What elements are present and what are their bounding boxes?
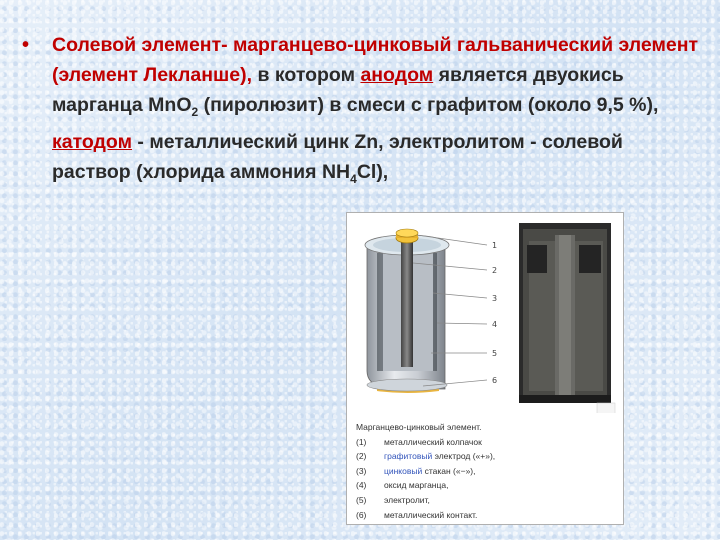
text-fragment-1: в котором: [252, 64, 361, 86]
legend-row: (5) электролит,: [356, 494, 430, 505]
text-fragment-5: Cl),: [356, 160, 389, 183]
label-5: 5: [492, 349, 498, 358]
cathode-link[interactable]: катодом: [52, 130, 133, 153]
label-1: 1: [492, 241, 498, 250]
text-fragment-4: - металлический цинк Zn, электролитом - солевой раствор (хлорида аммония NH: [52, 130, 623, 183]
caption-title: Марганцево-цинковый элемент.: [356, 422, 482, 432]
graphite-rod: [401, 239, 413, 367]
anode-link[interactable]: анодом: [360, 64, 434, 86]
text-fragment-2: является двуокись марганца MnO: [52, 64, 624, 116]
bullet: •: [22, 34, 30, 56]
label-2: 2: [492, 266, 498, 275]
battery-diagram: [347, 213, 623, 413]
cut-battery-photo: [519, 223, 611, 403]
legend-row: (2) графитовый электрод («+»),: [356, 451, 496, 462]
label-6: 6: [492, 376, 498, 385]
legend-row: (4) оксид марганца,: [356, 480, 449, 491]
battery-figure: [346, 212, 624, 525]
legend-row: (3) цинковый стакан («−»),: [356, 465, 476, 476]
definition-text: Солевой элемент- марганцево-цинковый гальванический элемент (элемент Лекланше),: [52, 34, 699, 86]
label-4: 4: [492, 320, 498, 329]
subscript-2: 2: [191, 104, 199, 119]
legend-row: (1) металлический колпачок: [356, 436, 482, 447]
subscript-4: 4: [350, 171, 357, 186]
legend-row: (6) металлический контакт.: [356, 509, 478, 520]
main-paragraph: [52, 30, 702, 194]
slide-text-block: [22, 30, 702, 194]
figure-caption: [356, 420, 495, 522]
text-fragment-3: (пиролюзит) в смеси с графитом (около 9,5 %),: [198, 94, 659, 116]
label-3: 3: [492, 294, 498, 303]
